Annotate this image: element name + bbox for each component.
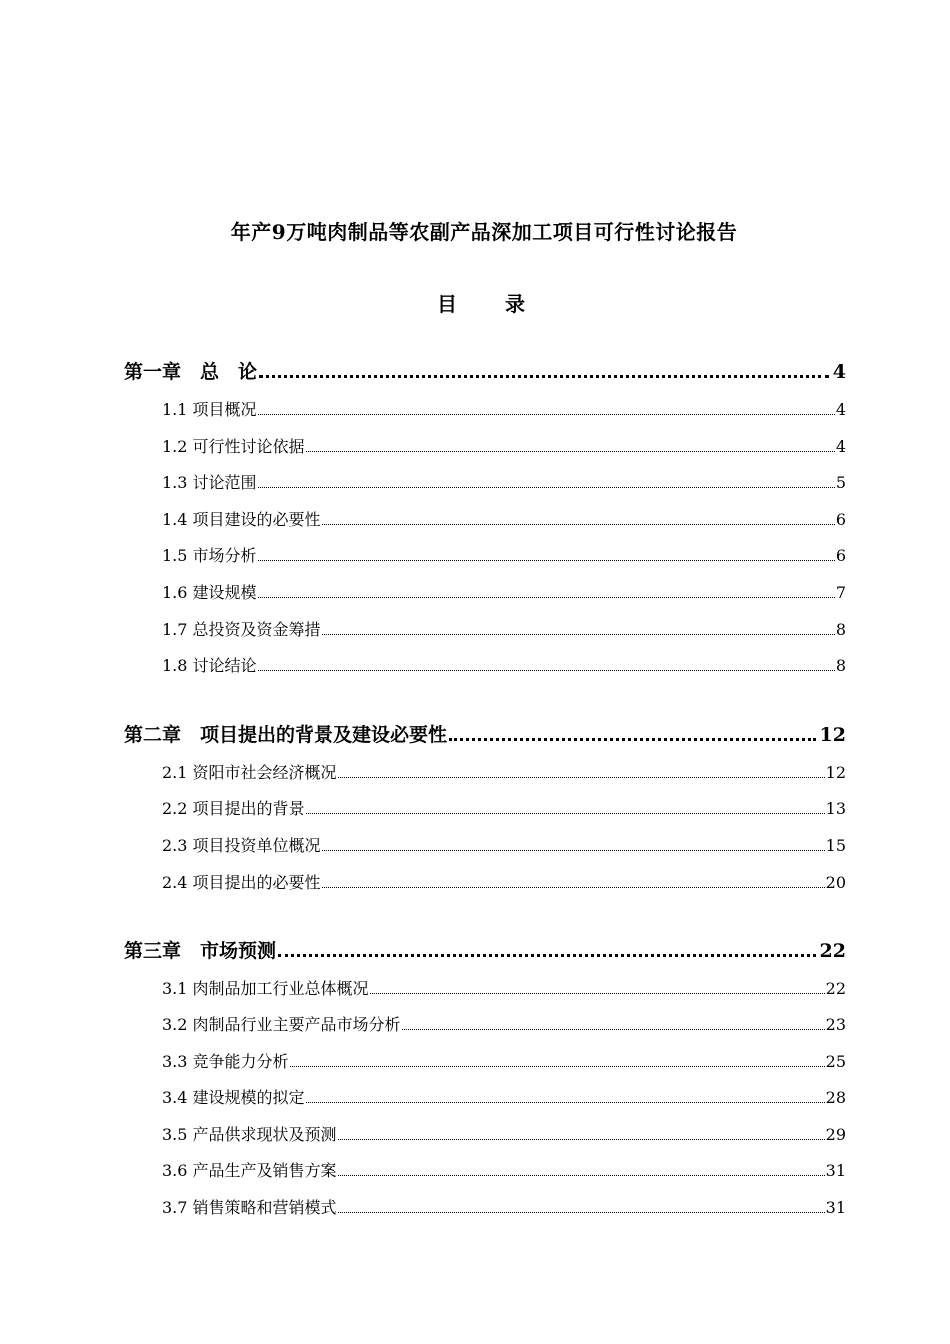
- section-label: 2.2 项目提出的背景: [162, 799, 305, 818]
- toc-heading: 目 录: [437, 292, 539, 316]
- dot-leader: [278, 954, 816, 957]
- dot-leader: [306, 451, 835, 452]
- section-page-number: 8: [835, 656, 846, 675]
- dot-leader: [402, 1029, 825, 1030]
- document-title: 年产9万吨肉制品等农副产品深加工项目可行性讨论报告: [230, 220, 738, 244]
- toc-section-1-6[interactable]: [162, 580, 846, 603]
- chapter-label: 第二章 项目提出的背景及建设必要性: [124, 724, 448, 746]
- section-label: 3.2 肉制品行业主要产品市场分析: [162, 1015, 401, 1034]
- toc-section-2-3[interactable]: [162, 833, 846, 856]
- section-label: 1.4 项目建设的必要性: [162, 510, 321, 529]
- chapter-page-number: 22: [819, 940, 846, 962]
- toc-chapter-2[interactable]: [124, 720, 846, 747]
- dot-leader: [306, 813, 825, 814]
- chapter-page-number: 12: [819, 724, 846, 746]
- section-label: 2.4 项目提出的必要性: [162, 873, 321, 892]
- dot-leader: [338, 1175, 825, 1176]
- section-page-number: 28: [825, 1088, 846, 1107]
- toc-chapter-1[interactable]: [124, 357, 846, 384]
- chapter-page-number: 4: [832, 361, 846, 383]
- toc-section-1-3[interactable]: [162, 470, 846, 493]
- toc-section-1-7[interactable]: [162, 617, 846, 640]
- section-label: 3.6 产品生产及销售方案: [162, 1161, 337, 1180]
- section-label: 1.3 讨论范围: [162, 473, 257, 492]
- section-label: 1.7 总投资及资金筹措: [162, 620, 321, 639]
- section-page-number: 5: [835, 473, 846, 492]
- dot-leader: [258, 487, 835, 488]
- section-label: 2.3 项目投资单位概况: [162, 836, 321, 855]
- dot-leader: [258, 560, 835, 561]
- dot-leader: [259, 375, 829, 378]
- dot-leader: [258, 670, 835, 671]
- dot-leader: [322, 850, 825, 851]
- dot-leader: [338, 1139, 825, 1140]
- section-label: 3.1 肉制品加工行业总体概况: [162, 979, 369, 998]
- dot-leader: [290, 1066, 825, 1067]
- dot-leader: [258, 414, 835, 415]
- section-label: 1.1 项目概况: [162, 400, 257, 419]
- toc-section-3-7[interactable]: [162, 1195, 846, 1218]
- toc-section-1-5[interactable]: [162, 543, 846, 566]
- toc-section-1-8[interactable]: [162, 653, 846, 676]
- toc-section-3-4[interactable]: [162, 1085, 846, 1108]
- dot-leader: [258, 597, 835, 598]
- section-page-number: 12: [825, 763, 846, 782]
- toc-section-2-2[interactable]: [162, 796, 846, 819]
- section-label: 1.5 市场分析: [162, 546, 257, 565]
- dot-leader: [370, 993, 825, 994]
- toc-section-3-2[interactable]: [162, 1012, 846, 1035]
- toc-section-1-4[interactable]: [162, 507, 846, 530]
- chapter-label: 第三章 市场预测: [124, 940, 277, 962]
- section-page-number: 6: [835, 510, 846, 529]
- section-page-number: 25: [825, 1052, 846, 1071]
- section-label: 3.5 产品供求现状及预测: [162, 1125, 337, 1144]
- toc-chapter-3[interactable]: [124, 936, 846, 963]
- section-page-number: 6: [835, 546, 846, 565]
- section-label: 3.3 竞争能力分析: [162, 1052, 289, 1071]
- dot-leader: [306, 1102, 825, 1103]
- dot-leader: [322, 634, 835, 635]
- toc-section-1-2[interactable]: [162, 434, 846, 457]
- toc-section-3-3[interactable]: [162, 1049, 846, 1072]
- section-page-number: 23: [825, 1015, 846, 1034]
- section-label: 1.6 建设规模: [162, 583, 257, 602]
- dot-leader: [322, 524, 835, 525]
- section-page-number: 20: [825, 873, 846, 892]
- section-page-number: 7: [835, 583, 846, 602]
- section-page-number: 4: [835, 400, 846, 419]
- dot-leader: [449, 738, 816, 741]
- toc-section-3-1[interactable]: [162, 976, 846, 999]
- section-page-number: 8: [835, 620, 846, 639]
- section-label: 3.7 销售策略和营销模式: [162, 1198, 337, 1217]
- section-page-number: 31: [825, 1161, 846, 1180]
- section-page-number: 22: [825, 979, 846, 998]
- section-label: 1.2 可行性讨论依据: [162, 437, 305, 456]
- dot-leader: [322, 887, 825, 888]
- section-page-number: 31: [825, 1198, 846, 1217]
- dot-leader: [338, 1212, 825, 1213]
- chapter-label: 第一章 总 论: [124, 361, 258, 383]
- section-page-number: 29: [825, 1125, 846, 1144]
- section-page-number: 15: [825, 836, 846, 855]
- section-label: 2.1 资阳市社会经济概况: [162, 763, 337, 782]
- section-label: 1.8 讨论结论: [162, 656, 257, 675]
- toc-section-2-1[interactable]: [162, 760, 846, 783]
- section-label: 3.4 建设规模的拟定: [162, 1088, 305, 1107]
- dot-leader: [338, 777, 825, 778]
- section-page-number: 13: [825, 799, 846, 818]
- toc-section-3-5[interactable]: [162, 1122, 846, 1145]
- section-page-number: 4: [835, 437, 846, 456]
- toc-section-3-6[interactable]: [162, 1158, 846, 1181]
- toc-section-1-1[interactable]: [162, 397, 846, 420]
- toc-section-2-4[interactable]: [162, 870, 846, 893]
